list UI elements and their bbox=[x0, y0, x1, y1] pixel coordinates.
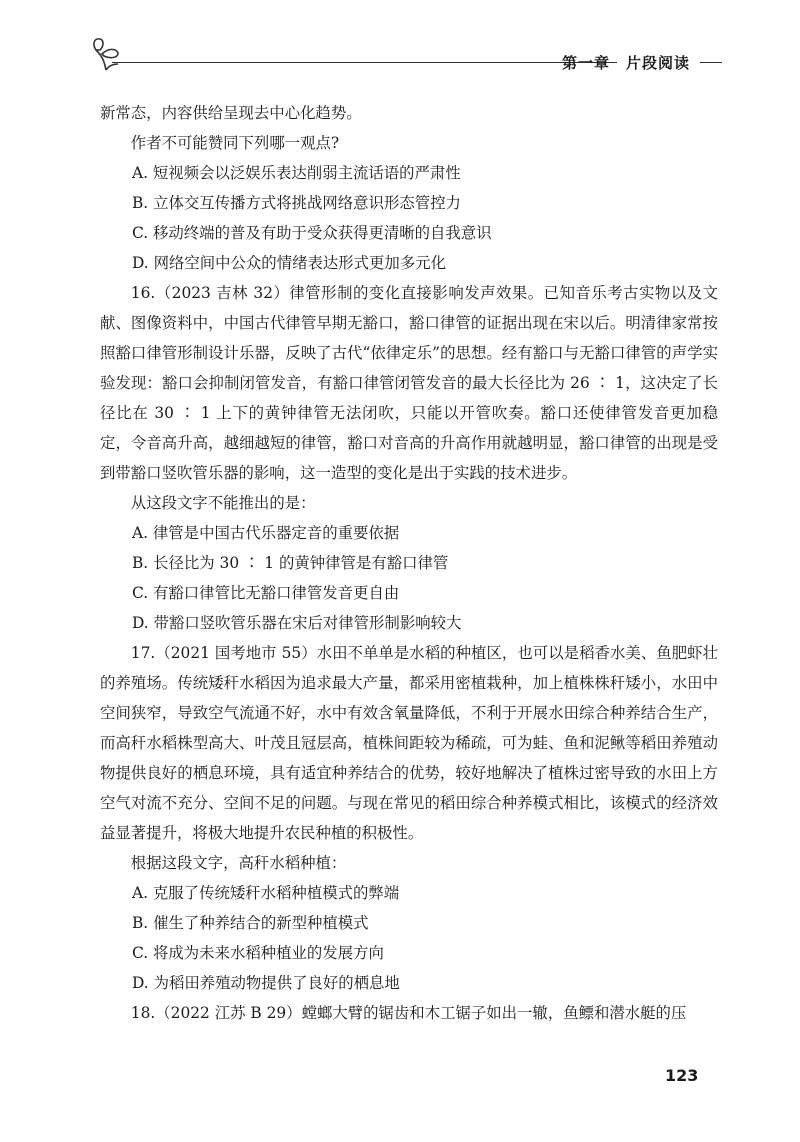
answer-option: D. 为稻田养殖动物提供了良好的栖息地 bbox=[132, 974, 400, 992]
question-paragraph: 根据这段文字，高秆水稻种植： bbox=[130, 854, 347, 872]
answer-option: B. 立体交互传播方式将挑战网络意识形态管控力 bbox=[132, 194, 461, 212]
page-content bbox=[100, 98, 718, 1028]
answer-option: D. 网络空间中公众的情绪表达形式更加多元化 bbox=[132, 254, 446, 272]
answer-option: C. 有豁口律管比无豁口律管发音更自由 bbox=[132, 584, 400, 602]
answer-option: A. 律管是中国古代乐器定音的重要依据 bbox=[132, 524, 400, 542]
answer-option: B. 催生了种养结合的新型种植模式 bbox=[132, 914, 369, 932]
header-rule-left bbox=[112, 62, 617, 63]
text-paragraph: 新常态，内容供给呈现去中心化趋势。 bbox=[100, 104, 362, 122]
question-paragraph: 18.（2022 江苏 B 29）螳螂大臂的锯齿和木工锯子如出一辙，鱼鳔和潜水艇的压 bbox=[130, 1004, 687, 1022]
answer-option: C. 将成为未来水稻种植业的发展方向 bbox=[132, 944, 384, 962]
header-rule-right bbox=[700, 62, 722, 63]
answer-option: B. 长径比为 30 ∶ 1 的黄钟律管是有豁口律管 bbox=[132, 554, 449, 572]
chapter-label: 第一章 片段阅读 bbox=[562, 54, 691, 72]
question-paragraph: 16.（2023 吉林 32）律管形制的变化直接影响发声效果。已知音乐考古实物以及文献、图像资料中，中国古代律管早期无豁口，豁口律管的证据出现在宋以后。明清律家常按照豁口律管形制设计乐器，反映了古代“依律定乐”的思想。经有豁口与无豁口律管的声学实验发现：豁口会抑制闭管发音，有豁口律管闭管发音的最大长径比为 26 ∶ 1，这决定了长径比在 30 ∶ 1 上下的黄钟律管无法闭吹，只能以开管吹奏。豁口还使律管发音更加稳定，令音高升高，越细越短的律管，豁口对音高的升高作用就越明显，豁口律管的出现是受到带豁口竖吹管乐器的影响，这一造型的变化是出于实践的技术进步。 bbox=[100, 284, 718, 482]
answer-option: A. 克服了传统矮秆水稻种植模式的弊端 bbox=[132, 884, 400, 902]
page-number: 123 bbox=[665, 1066, 699, 1085]
answer-option: C. 移动终端的普及有助于受众获得更清晰的自我意识 bbox=[132, 224, 492, 242]
question-paragraph: 作者不可能赞同下列哪一观点? bbox=[130, 134, 340, 152]
answer-option: A. 短视频会以泛娱乐表达削弱主流话语的严肃性 bbox=[132, 164, 461, 182]
leaf-sprout-icon bbox=[88, 34, 128, 74]
question-paragraph: 17.（2021 国考地市 55）水田不单单是水稻的种植区，也可以是稻香水美、鱼肥虾壮的养殖场。传统矮秆水稻因为追求最大产量，都采用密植栽种，加上植株株秆矮小，水田中空间狭窄，导致空气流通不好，水中有效含氧量降低，不利于开展水田综合种养结合生产，而高秆水稻株型高大、叶茂且冠层高，植株间距较为稀疏，可为蛙、鱼和泥鳅等稻田养殖动物提供良好的栖息环境，具有适宜种养结合的优势，较好地解决了植株过密导致的水田上方空气对流不充分、空间不足的问题。与现在常见的稻田综合种养模式相比，该模式的经济效益显著提升，将极大地提升农民种植的积极性。 bbox=[100, 644, 718, 842]
answer-option: D. 带豁口竖吹管乐器在宋后对律管形制影响较大 bbox=[132, 614, 462, 632]
question-paragraph: 从这段文字不能推出的是： bbox=[130, 494, 316, 512]
